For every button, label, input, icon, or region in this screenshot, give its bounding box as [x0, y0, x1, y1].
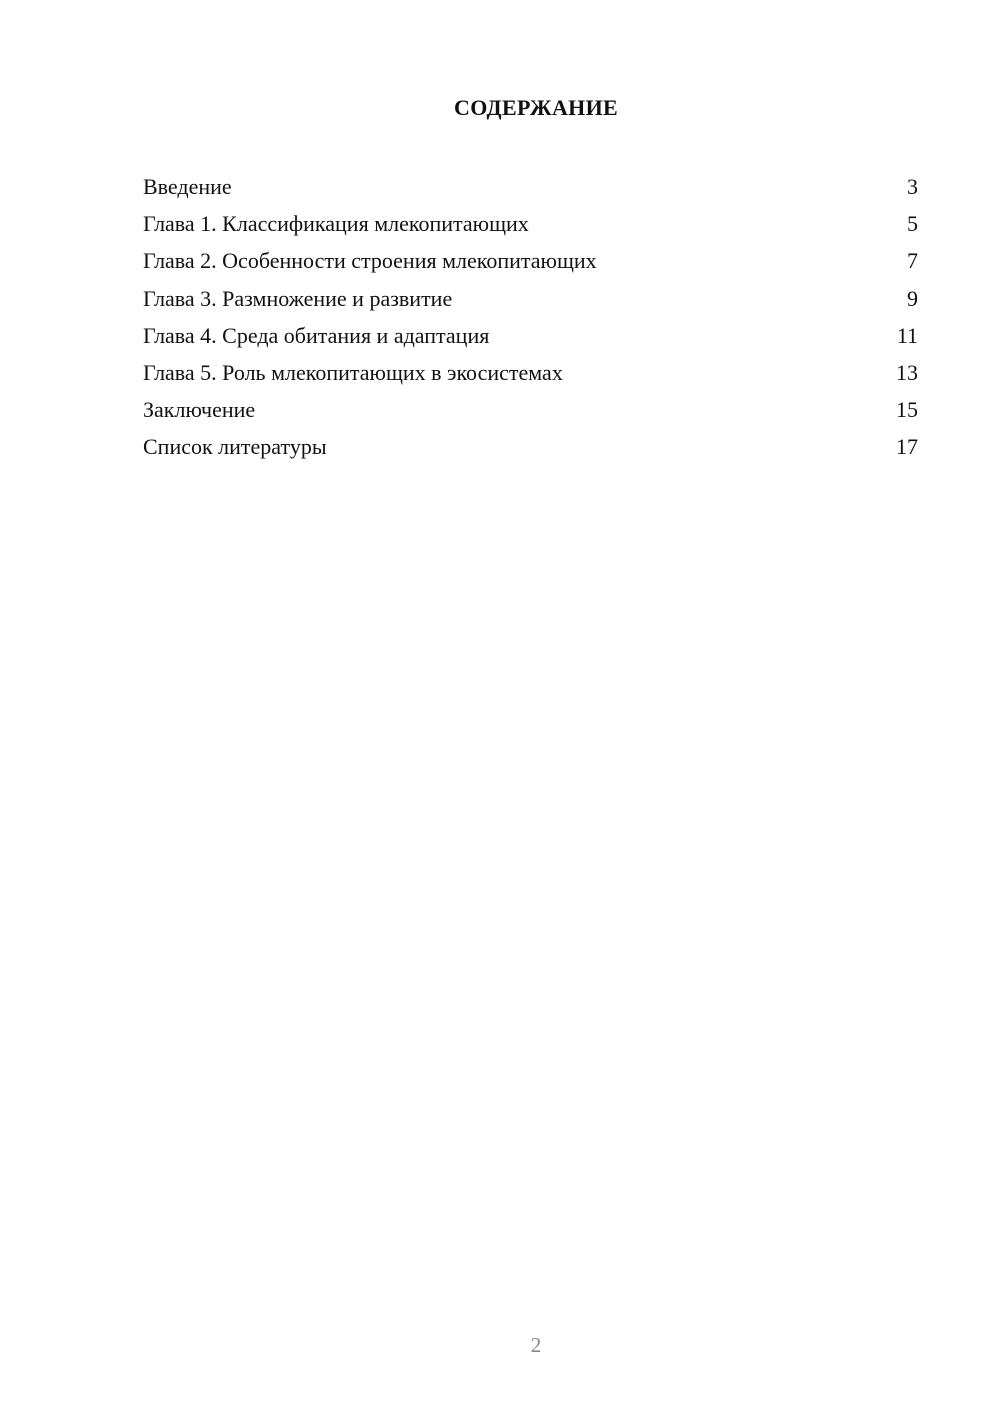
toc-entry-page: 17 — [896, 434, 918, 460]
toc-entry-label: Глава 3. Размножение и развитие — [143, 285, 453, 311]
toc-entry-label: Глава 4. Среда обитания и адаптация — [143, 322, 490, 348]
toc-entry-label: Заключение — [143, 397, 256, 423]
toc-row — [143, 428, 918, 465]
table-of-contents — [143, 168, 918, 466]
toc-entry-page: 13 — [896, 359, 918, 385]
toc-row — [143, 354, 918, 391]
toc-entry-page: 11 — [896, 322, 918, 348]
toc-row — [143, 391, 918, 428]
toc-entry-label: Список литературы — [143, 434, 327, 460]
toc-row — [143, 168, 918, 205]
toc-entry-page: 3 — [907, 174, 918, 199]
toc-entry-label: Введение — [143, 174, 232, 199]
page-title: СОДЕРЖАНИЕ — [454, 95, 618, 120]
toc-row — [143, 280, 918, 317]
toc-entry-label: Глава 1. Классификация млекопитающих — [143, 211, 529, 237]
toc-entry-page: 5 — [907, 211, 918, 237]
toc-entry-label: Глава 2. Особенности строения млекопитающих — [143, 248, 597, 274]
toc-entry-page: 9 — [907, 285, 918, 311]
toc-entry-page: 7 — [907, 248, 918, 274]
toc-row — [143, 242, 918, 279]
toc-row — [143, 317, 918, 354]
page-number: 2 — [530, 1333, 542, 1357]
toc-row — [143, 205, 918, 242]
toc-entry-label: Глава 5. Роль млекопитающих в экосистемах — [143, 359, 563, 385]
toc-entry-page: 15 — [896, 397, 918, 423]
